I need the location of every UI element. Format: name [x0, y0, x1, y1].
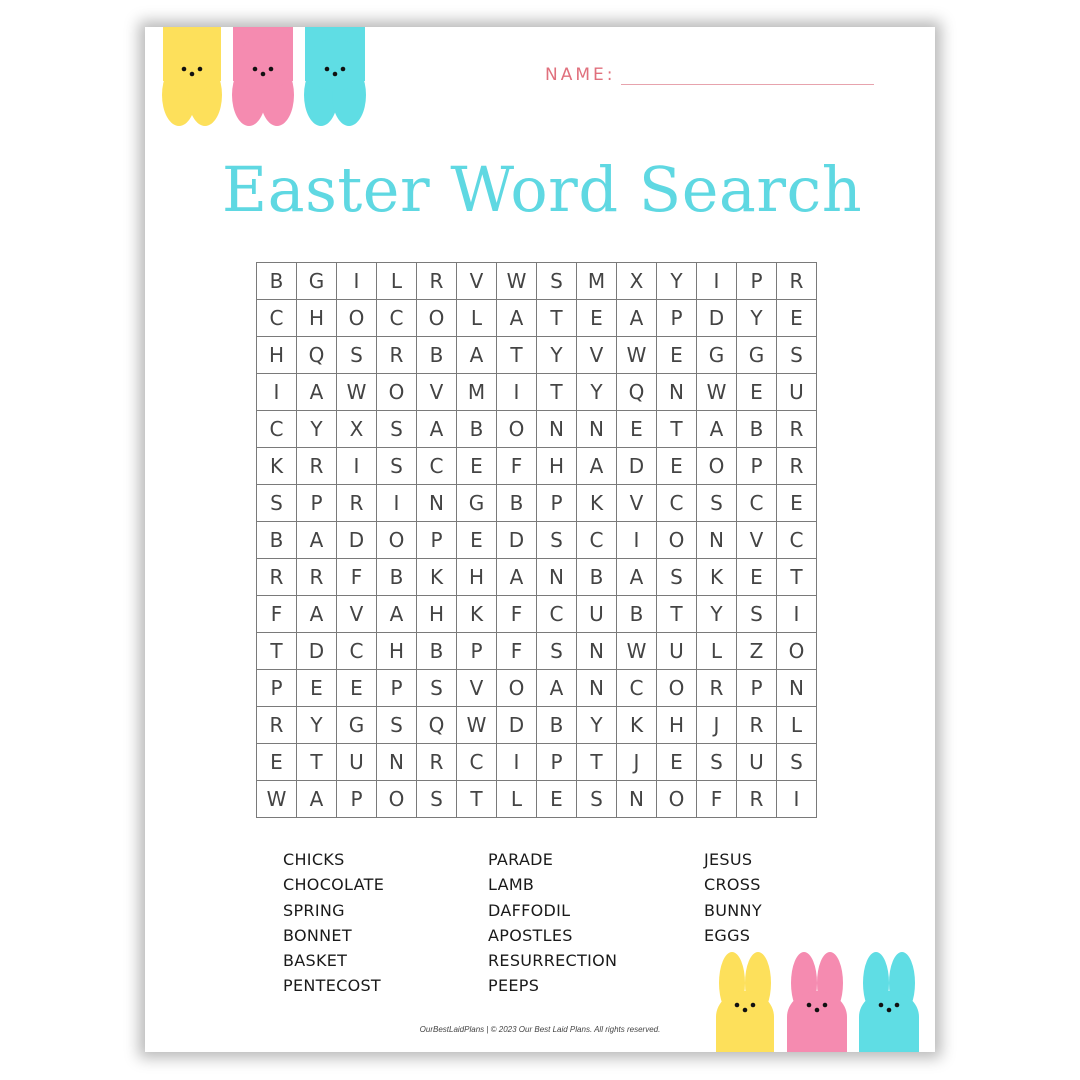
grid-cell: E	[657, 744, 697, 781]
grid-cell: G	[297, 263, 337, 300]
grid-cell: C	[537, 596, 577, 633]
word-list-item: LAMB	[488, 875, 535, 895]
grid-row	[257, 411, 817, 448]
grid-cell: W	[497, 263, 537, 300]
grid-cell: E	[457, 448, 497, 485]
grid-cell: B	[497, 485, 537, 522]
grid-cell: E	[257, 744, 297, 781]
grid-cell: R	[297, 559, 337, 596]
grid-cell: H	[257, 337, 297, 374]
grid-cell: I	[617, 522, 657, 559]
grid-cell: X	[337, 411, 377, 448]
grid-cell: R	[297, 448, 337, 485]
grid-cell: K	[417, 559, 457, 596]
grid-cell: M	[457, 374, 497, 411]
grid-row	[257, 374, 817, 411]
grid-cell: S	[377, 707, 417, 744]
grid-row	[257, 707, 817, 744]
grid-cell: N	[657, 374, 697, 411]
grid-cell: E	[297, 670, 337, 707]
grid-cell: S	[537, 522, 577, 559]
grid-cell: H	[417, 596, 457, 633]
grid-row	[257, 522, 817, 559]
grid-row	[257, 448, 817, 485]
grid-cell: Q	[417, 707, 457, 744]
grid-cell: P	[657, 300, 697, 337]
grid-cell: O	[657, 522, 697, 559]
grid-cell: K	[457, 596, 497, 633]
grid-cell: A	[377, 596, 417, 633]
grid-cell: P	[417, 522, 457, 559]
grid-cell: F	[497, 448, 537, 485]
grid-cell: J	[697, 707, 737, 744]
grid-cell: S	[377, 448, 417, 485]
grid-cell: O	[417, 300, 457, 337]
grid-row	[257, 485, 817, 522]
grid-cell: T	[777, 559, 817, 596]
grid-cell: T	[497, 337, 537, 374]
grid-cell: C	[617, 670, 657, 707]
grid-cell: D	[617, 448, 657, 485]
grid-row	[257, 596, 817, 633]
grid-cell: P	[257, 670, 297, 707]
grid-cell: E	[617, 411, 657, 448]
grid-cell: Q	[297, 337, 337, 374]
grid-cell: E	[657, 448, 697, 485]
word-search-grid	[256, 262, 817, 818]
grid-cell: E	[457, 522, 497, 559]
grid-cell: I	[497, 744, 537, 781]
grid-row	[257, 337, 817, 374]
grid-cell: Q	[617, 374, 657, 411]
grid-cell: Y	[657, 263, 697, 300]
grid-cell: A	[297, 781, 337, 818]
word-list-item: BASKET	[283, 951, 348, 971]
grid-cell: R	[417, 263, 457, 300]
grid-cell: B	[257, 522, 297, 559]
word-list-item: BONNET	[283, 925, 352, 945]
grid-cell: V	[337, 596, 377, 633]
grid-cell: S	[697, 744, 737, 781]
grid-cell: P	[457, 633, 497, 670]
grid-cell: N	[617, 781, 657, 818]
grid-cell: V	[417, 374, 457, 411]
word-list-item: CHICKS	[283, 850, 345, 869]
grid-cell: N	[377, 744, 417, 781]
grid-cell: J	[617, 744, 657, 781]
grid-row	[257, 744, 817, 781]
grid-cell: C	[657, 485, 697, 522]
grid-cell: D	[697, 300, 737, 337]
grid-cell: E	[737, 559, 777, 596]
grid-cell: U	[657, 633, 697, 670]
grid-cell: V	[457, 263, 497, 300]
grid-cell: I	[337, 263, 377, 300]
grid-cell: S	[417, 670, 457, 707]
grid-cell: Y	[577, 707, 617, 744]
grid-cell: N	[577, 633, 617, 670]
grid-cell: A	[297, 374, 337, 411]
grid-cell: B	[737, 411, 777, 448]
grid-row	[257, 670, 817, 707]
grid-cell: N	[777, 670, 817, 707]
grid-cell: G	[697, 337, 737, 374]
grid-cell: E	[657, 337, 697, 374]
cyan-bunny-icon	[859, 952, 919, 1052]
grid-cell: A	[617, 559, 657, 596]
grid-cell: P	[337, 781, 377, 818]
grid-cell: Y	[737, 300, 777, 337]
grid-cell: C	[377, 300, 417, 337]
grid-cell: P	[537, 744, 577, 781]
grid-cell: C	[257, 300, 297, 337]
grid-cell: E	[537, 781, 577, 818]
grid-cell: S	[777, 337, 817, 374]
grid-cell: K	[617, 707, 657, 744]
word-list-item: PEEPS	[488, 976, 540, 996]
grid-cell: N	[417, 485, 457, 522]
grid-cell: U	[737, 744, 777, 781]
grid-cell: W	[617, 633, 657, 670]
grid-cell: A	[497, 559, 537, 596]
grid-cell: E	[337, 670, 377, 707]
grid-cell: B	[417, 633, 457, 670]
word-list-item: DAFFODIL	[488, 900, 571, 920]
grid-cell: V	[737, 522, 777, 559]
grid-cell: O	[377, 374, 417, 411]
grid-cell: C	[737, 485, 777, 522]
grid-cell: I	[257, 374, 297, 411]
grid-cell: O	[657, 670, 697, 707]
grid-cell: Z	[737, 633, 777, 670]
grid-cell: C	[777, 522, 817, 559]
grid-cell: H	[537, 448, 577, 485]
grid-cell: I	[377, 485, 417, 522]
grid-cell: D	[337, 522, 377, 559]
grid-row	[257, 781, 817, 818]
grid-cell: P	[377, 670, 417, 707]
grid-row	[257, 633, 817, 670]
grid-cell: P	[537, 485, 577, 522]
grid-cell: N	[537, 559, 577, 596]
grid-cell: U	[337, 744, 377, 781]
copyright-footer: OurBestLaidPlans | © 2023 Our Best Laid Plans. All rights reserved.	[419, 1025, 661, 1034]
yellow-bunny-icon	[162, 27, 222, 126]
grid-cell: K	[697, 559, 737, 596]
grid-cell: D	[497, 707, 537, 744]
grid-cell: C	[457, 744, 497, 781]
grid-cell: S	[777, 744, 817, 781]
grid-cell: N	[537, 411, 577, 448]
name-label: NAME:	[545, 65, 616, 85]
grid-cell: Y	[537, 337, 577, 374]
grid-cell: S	[537, 633, 577, 670]
grid-cell: R	[257, 707, 297, 744]
grid-cell: O	[377, 781, 417, 818]
grid-cell: A	[697, 411, 737, 448]
grid-cell: B	[377, 559, 417, 596]
word-list-item: RESURRECTION	[488, 951, 618, 971]
grid-cell: V	[617, 485, 657, 522]
grid-cell: H	[457, 559, 497, 596]
word-column-1	[283, 847, 384, 999]
grid-cell: S	[537, 263, 577, 300]
grid-row	[257, 559, 817, 596]
grid-cell: T	[537, 374, 577, 411]
word-list-item: CHOCOLATE	[283, 875, 385, 895]
grid-cell: T	[457, 781, 497, 818]
grid-cell: F	[497, 633, 537, 670]
word-list-item: BUNNY	[704, 900, 762, 920]
grid-cell: H	[657, 707, 697, 744]
grid-cell: L	[697, 633, 737, 670]
grid-cell: C	[257, 411, 297, 448]
cyan-bunny-icon	[304, 27, 366, 126]
word-list-item: SPRING	[283, 900, 345, 920]
grid-cell: I	[697, 263, 737, 300]
grid-cell: A	[537, 670, 577, 707]
grid-cell: S	[697, 485, 737, 522]
grid-cell: F	[257, 596, 297, 633]
grid-cell: F	[497, 596, 537, 633]
grid-cell: R	[737, 707, 777, 744]
grid-cell: S	[417, 781, 457, 818]
grid-cell: O	[377, 522, 417, 559]
worksheet-page	[145, 27, 935, 1052]
grid-cell: R	[377, 337, 417, 374]
grid-cell: R	[697, 670, 737, 707]
grid-cell: T	[537, 300, 577, 337]
grid-cell: D	[497, 522, 537, 559]
grid-cell: W	[457, 707, 497, 744]
grid-cell: I	[777, 596, 817, 633]
grid-cell: L	[497, 781, 537, 818]
grid-cell: S	[257, 485, 297, 522]
grid-cell: R	[337, 485, 377, 522]
grid-cell: K	[577, 485, 617, 522]
grid-cell: W	[697, 374, 737, 411]
grid-cell: A	[297, 522, 337, 559]
bottom-bunnies-decoration	[713, 951, 935, 1052]
grid-cell: A	[577, 448, 617, 485]
word-list-item: JESUS	[704, 850, 753, 869]
grid-cell: R	[777, 448, 817, 485]
grid-row	[257, 300, 817, 337]
grid-cell: B	[417, 337, 457, 374]
grid-cell: B	[257, 263, 297, 300]
grid-cell: H	[377, 633, 417, 670]
grid-cell: N	[577, 411, 617, 448]
grid-cell: S	[737, 596, 777, 633]
grid-cell: T	[297, 744, 337, 781]
grid-cell: O	[697, 448, 737, 485]
grid-cell: C	[417, 448, 457, 485]
grid-cell: O	[777, 633, 817, 670]
grid-cell: W	[257, 781, 297, 818]
word-list-item: EGGS	[704, 925, 751, 945]
page-title: Easter Word Search	[221, 153, 863, 226]
grid-cell: G	[737, 337, 777, 374]
grid-row	[257, 263, 817, 300]
grid-cell: R	[737, 781, 777, 818]
grid-cell: B	[457, 411, 497, 448]
word-column-2	[488, 847, 617, 999]
grid-cell: H	[297, 300, 337, 337]
grid-cell: R	[257, 559, 297, 596]
grid-cell: A	[457, 337, 497, 374]
grid-cell: W	[617, 337, 657, 374]
grid-cell: Y	[297, 411, 337, 448]
grid-cell: V	[457, 670, 497, 707]
grid-cell: T	[577, 744, 617, 781]
grid-cell: U	[777, 374, 817, 411]
grid-cell: A	[417, 411, 457, 448]
word-list-item: CROSS	[704, 875, 761, 895]
name-field	[545, 65, 874, 85]
grid-cell: P	[297, 485, 337, 522]
name-input-line[interactable]	[621, 84, 874, 85]
grid-cell: F	[337, 559, 377, 596]
grid-cell: P	[737, 670, 777, 707]
grid-cell: E	[737, 374, 777, 411]
grid-cell: C	[577, 522, 617, 559]
grid-cell: D	[297, 633, 337, 670]
grid-cell: R	[777, 411, 817, 448]
grid-cell: B	[577, 559, 617, 596]
word-column-3	[704, 847, 762, 948]
word-list-item: PENTECOST	[283, 976, 382, 996]
grid-cell: A	[297, 596, 337, 633]
grid-cell: S	[337, 337, 377, 374]
grid-cell: A	[617, 300, 657, 337]
pink-bunny-icon	[232, 27, 294, 126]
grid-cell: S	[657, 559, 697, 596]
grid-cell: X	[617, 263, 657, 300]
grid-cell: G	[457, 485, 497, 522]
grid-cell: T	[657, 411, 697, 448]
grid-cell: E	[577, 300, 617, 337]
word-list-item: PARADE	[488, 850, 554, 869]
grid-cell: C	[337, 633, 377, 670]
grid-cell: O	[497, 411, 537, 448]
grid-cell: O	[657, 781, 697, 818]
pink-bunny-icon	[787, 952, 847, 1052]
grid-cell: A	[497, 300, 537, 337]
grid-cell: I	[337, 448, 377, 485]
grid-cell: U	[577, 596, 617, 633]
grid-cell: E	[777, 485, 817, 522]
grid-cell: N	[697, 522, 737, 559]
grid-cell: O	[497, 670, 537, 707]
grid-cell: P	[737, 263, 777, 300]
grid-cell: N	[577, 670, 617, 707]
grid-cell: O	[337, 300, 377, 337]
grid-cell: R	[777, 263, 817, 300]
grid-cell: Y	[297, 707, 337, 744]
grid-cell: F	[697, 781, 737, 818]
grid-cell: L	[377, 263, 417, 300]
grid-cell: W	[337, 374, 377, 411]
grid-cell: P	[737, 448, 777, 485]
grid-cell: R	[417, 744, 457, 781]
grid-cell: Y	[577, 374, 617, 411]
top-bunnies-decoration	[155, 27, 375, 129]
grid-cell: L	[457, 300, 497, 337]
grid-cell: G	[337, 707, 377, 744]
grid-cell: V	[577, 337, 617, 374]
grid-cell: T	[257, 633, 297, 670]
word-list-item: APOSTLES	[488, 925, 573, 945]
grid-cell: E	[777, 300, 817, 337]
grid-cell: K	[257, 448, 297, 485]
grid-cell: Y	[697, 596, 737, 633]
grid-cell: B	[617, 596, 657, 633]
grid-cell: M	[577, 263, 617, 300]
grid-cell: S	[377, 411, 417, 448]
grid-cell: I	[777, 781, 817, 818]
yellow-bunny-icon	[716, 952, 774, 1052]
grid-cell: L	[777, 707, 817, 744]
grid-cell: S	[577, 781, 617, 818]
grid-cell: B	[537, 707, 577, 744]
grid-cell: T	[657, 596, 697, 633]
grid-cell: I	[497, 374, 537, 411]
